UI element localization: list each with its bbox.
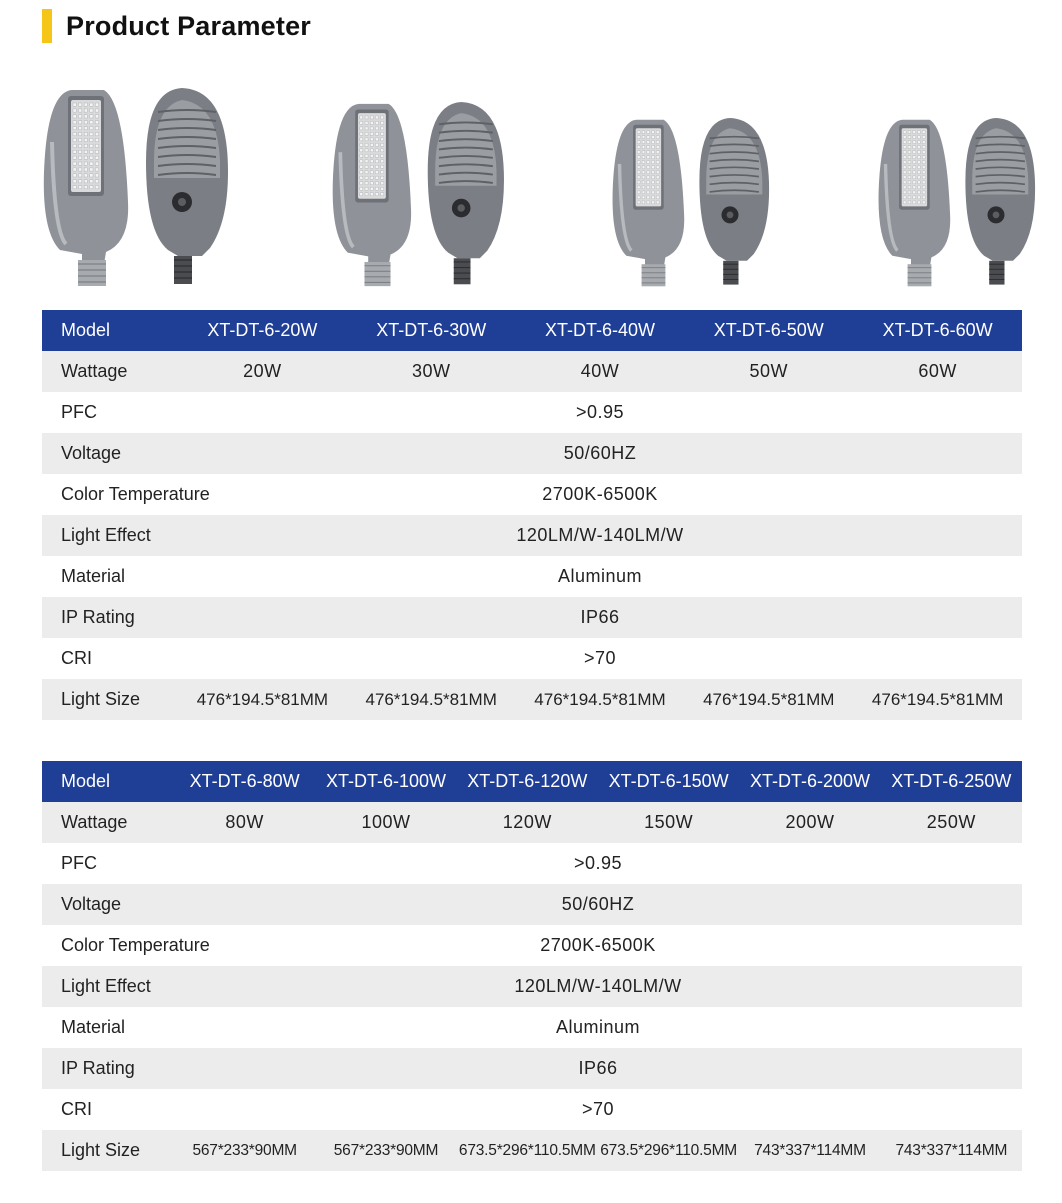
header-model-name: XT-DT-6-60W bbox=[882, 320, 993, 340]
page-header bbox=[42, 8, 311, 44]
row-label: CRI bbox=[61, 1099, 92, 1119]
row-value: 120LM/W-140LM/W bbox=[516, 525, 684, 545]
size-value: 567*233*90MM bbox=[333, 1141, 439, 1159]
row-label: IP Rating bbox=[61, 607, 135, 627]
header-model-name: XT-DT-6-100W bbox=[325, 771, 446, 791]
wattage-value: 150W bbox=[644, 812, 694, 832]
row-light-effect bbox=[42, 966, 1022, 1007]
row-value: 50/60HZ bbox=[563, 443, 637, 463]
size-value: 476*194.5*81MM bbox=[871, 689, 1004, 709]
row-color-temperature bbox=[42, 474, 1022, 515]
row-voltage bbox=[42, 433, 1022, 474]
wattage-value: 200W bbox=[785, 812, 835, 832]
header-label-model: Model bbox=[61, 771, 111, 791]
row-label: Material bbox=[61, 566, 126, 586]
wattage-value: 30W bbox=[411, 361, 451, 381]
row-value: >0.95 bbox=[573, 853, 623, 873]
size-value: 673.5*296*110.5MM bbox=[458, 1141, 596, 1159]
header-model-name: XT-DT-6-30W bbox=[376, 320, 487, 340]
streetlight-illustration bbox=[42, 82, 242, 288]
wattage-value: 80W bbox=[225, 812, 264, 832]
wattage-value: 50W bbox=[749, 361, 789, 381]
header-model-name: XT-DT-6-120W bbox=[467, 771, 588, 791]
row-label: Light Size bbox=[61, 1140, 141, 1160]
size-value: 743*337*114MM bbox=[895, 1141, 1008, 1159]
size-value: 476*194.5*81MM bbox=[196, 689, 329, 709]
page-title: Product Parameter bbox=[66, 10, 311, 41]
row-pfc bbox=[42, 392, 1022, 433]
row-wattage bbox=[42, 351, 1022, 392]
size-value: 476*194.5*81MM bbox=[534, 689, 666, 709]
streetlight-illustration bbox=[596, 82, 796, 288]
row-value: 120LM/W-140LM/W bbox=[514, 976, 682, 996]
size-value: 567*233*90MM bbox=[192, 1141, 297, 1159]
row-label: IP Rating bbox=[61, 1058, 135, 1078]
row-label: Light Effect bbox=[61, 525, 151, 545]
spec-table-large bbox=[42, 761, 1022, 1171]
row-value: 2700K-6500K bbox=[542, 484, 658, 504]
row-value: Aluminum bbox=[557, 566, 643, 586]
wattage-value: 100W bbox=[361, 812, 411, 832]
streetlight-illustration bbox=[862, 82, 1062, 288]
row-value: IP66 bbox=[578, 1058, 618, 1078]
size-value: 476*194.5*81MM bbox=[703, 689, 835, 709]
lamp-20w-image bbox=[42, 82, 242, 288]
row-value: IP66 bbox=[580, 607, 620, 627]
row-cri bbox=[42, 1089, 1022, 1130]
row-label: Light Effect bbox=[61, 976, 151, 996]
row-value: Aluminum bbox=[555, 1017, 641, 1037]
row-label: Light Size bbox=[61, 689, 141, 709]
row-color-temperature bbox=[42, 925, 1022, 966]
wattage-value: 20W bbox=[243, 361, 282, 381]
wattage-value: 60W bbox=[918, 361, 957, 381]
row-material bbox=[42, 556, 1022, 597]
row-wattage bbox=[42, 802, 1022, 843]
row-light-effect bbox=[42, 515, 1022, 556]
row-label: Color Temperature bbox=[61, 484, 210, 504]
size-value: 673.5*296*110.5MM bbox=[600, 1141, 738, 1159]
row-label: Wattage bbox=[61, 812, 128, 832]
spec-table-small bbox=[42, 310, 1022, 720]
row-label: Voltage bbox=[61, 894, 122, 914]
row-label: Color Temperature bbox=[61, 935, 210, 955]
row-label: Wattage bbox=[61, 361, 128, 381]
title-accent-bar bbox=[42, 9, 52, 43]
header-label-model: Model bbox=[61, 320, 111, 340]
product-image-gallery bbox=[42, 82, 1022, 288]
lamp-40w-image bbox=[596, 82, 796, 288]
wattage-value: 250W bbox=[926, 812, 976, 832]
size-value: 743*337*114MM bbox=[754, 1141, 866, 1159]
row-voltage bbox=[42, 884, 1022, 925]
row-label: Voltage bbox=[61, 443, 122, 463]
row-label: PFC bbox=[61, 853, 97, 873]
size-value: 476*194.5*81MM bbox=[365, 689, 497, 709]
row-cri bbox=[42, 638, 1022, 679]
header-model-name: XT-DT-6-80W bbox=[189, 771, 300, 791]
header-model-name: XT-DT-6-250W bbox=[891, 771, 1012, 791]
lamp-30w-image bbox=[324, 82, 524, 288]
streetlight-illustration bbox=[324, 82, 524, 288]
header-model-name: XT-DT-6-20W bbox=[207, 320, 318, 340]
row-ip-rating bbox=[42, 1048, 1022, 1089]
row-pfc bbox=[42, 843, 1022, 884]
header-model-name: XT-DT-6-40W bbox=[544, 320, 655, 340]
lamp-60w-image bbox=[862, 82, 1062, 288]
header-model-name: XT-DT-6-200W bbox=[749, 771, 870, 791]
row-light-size bbox=[42, 679, 1022, 720]
row-value: >0.95 bbox=[575, 402, 625, 422]
row-value: 50/60HZ bbox=[561, 894, 635, 914]
header-model-name: XT-DT-6-150W bbox=[608, 771, 729, 791]
row-material bbox=[42, 1007, 1022, 1048]
row-label: Material bbox=[61, 1017, 126, 1037]
row-value: 2700K-6500K bbox=[540, 935, 656, 955]
row-label: PFC bbox=[61, 402, 97, 422]
row-light-size bbox=[42, 1130, 1022, 1171]
row-value: >70 bbox=[583, 648, 617, 668]
table-header-row bbox=[42, 761, 1022, 802]
row-label: CRI bbox=[61, 648, 92, 668]
wattage-value: 40W bbox=[580, 361, 620, 381]
wattage-value: 120W bbox=[502, 812, 552, 832]
row-ip-rating bbox=[42, 597, 1022, 638]
table-header-row bbox=[42, 310, 1022, 351]
header-model-name: XT-DT-6-50W bbox=[713, 320, 824, 340]
row-value: >70 bbox=[581, 1099, 615, 1119]
